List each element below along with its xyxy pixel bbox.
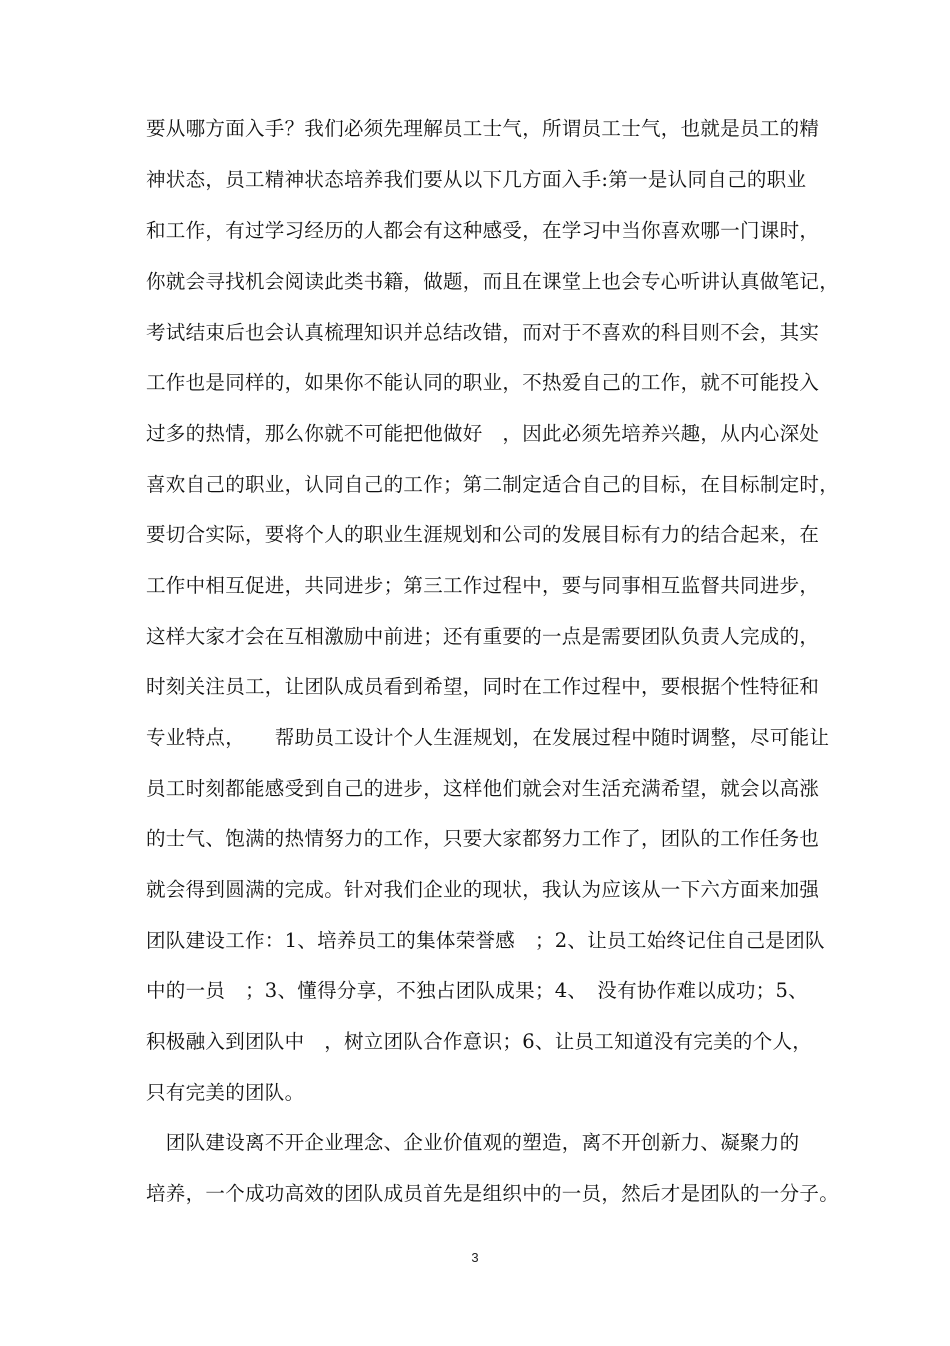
text-line: 过多的热情，那么你就不可能把他做好 ，因此必须先培养兴趣，从内心深处 xyxy=(146,422,820,445)
paragraph-start-line: 团队建设离不开企业理念、企业价值观的塑造，离不开创新力、凝聚力的 xyxy=(146,1131,800,1154)
text-line: 工作中相互促进，共同进步；第三工作过程中，要与同事相互监督共同进步， xyxy=(146,574,820,597)
text-line: 积极融入到团队中 ，树立团队合作意识；6、让员工知道没有完美的个人， xyxy=(146,1030,813,1053)
text-line: 中的一员 ；3、懂得分享，不独占团队成果；4、 没有协作难以成功；5、 xyxy=(146,979,808,1002)
text-line: 的士气、饱满的热情努力的工作，只要大家都努力工作了，团队的工作任务也 xyxy=(146,827,820,850)
text-line: 和工作，有过学习经历的人都会有这种感受，在学习中当你喜欢哪一门课时， xyxy=(146,219,820,242)
page-number: 3 xyxy=(471,1250,479,1265)
text-line: 考试结束后也会认真梳理知识并总结改错，而对于不喜欢的科目则不会，其实 xyxy=(146,321,820,344)
text-line: 就会得到圆满的完成。针对我们企业的现状，我认为应该从一下六方面来加强 xyxy=(146,878,820,901)
text-line: 培养，一个成功高效的团队成员首先是组织中的一员，然后才是团队的一分子。 xyxy=(146,1182,840,1205)
text-line: 你就会寻找机会阅读此类书籍，做题，而且在课堂上也会专心听讲认真做笔记， xyxy=(146,270,840,293)
text-line: 喜欢自己的职业，认同自己的工作；第二制定适合自己的目标，在目标制定时， xyxy=(146,473,840,496)
text-line: 只有完美的团队。 xyxy=(146,1081,305,1104)
text-line: 这样大家才会在互相激励中前进；还有重要的一点是需要团队负责人完成的， xyxy=(146,625,820,648)
text-line: 工作也是同样的，如果你不能认同的职业，不热爱自己的工作，就不可能投入 xyxy=(146,371,820,394)
text-line: 时刻关注员工，让团队成员看到希望，同时在工作过程中，要根据个性特征和 xyxy=(146,675,820,698)
text-line: 专业特点， 帮助员工设计个人生涯规划，在发展过程中随时调整，尽可能让 xyxy=(146,726,830,749)
text-line: 神状态，员工精神状态培养我们要从以下几方面入手:第一是认同自己的职业 xyxy=(146,168,807,191)
text-line: 要从哪方面入手？我们必须先理解员工士气，所谓员工士气，也就是员工的精 xyxy=(146,117,820,140)
text-line: 团队建设工作：1、培养员工的集体荣誉感 ；2、让员工始终记住自己是团队 xyxy=(146,929,825,952)
text-line: 员工时刻都能感受到自己的进步，这样他们就会对生活充满希望，就会以高涨 xyxy=(146,777,820,800)
text-line: 要切合实际，要将个人的职业生涯规划和公司的发展目标有力的结合起来，在 xyxy=(146,523,820,546)
